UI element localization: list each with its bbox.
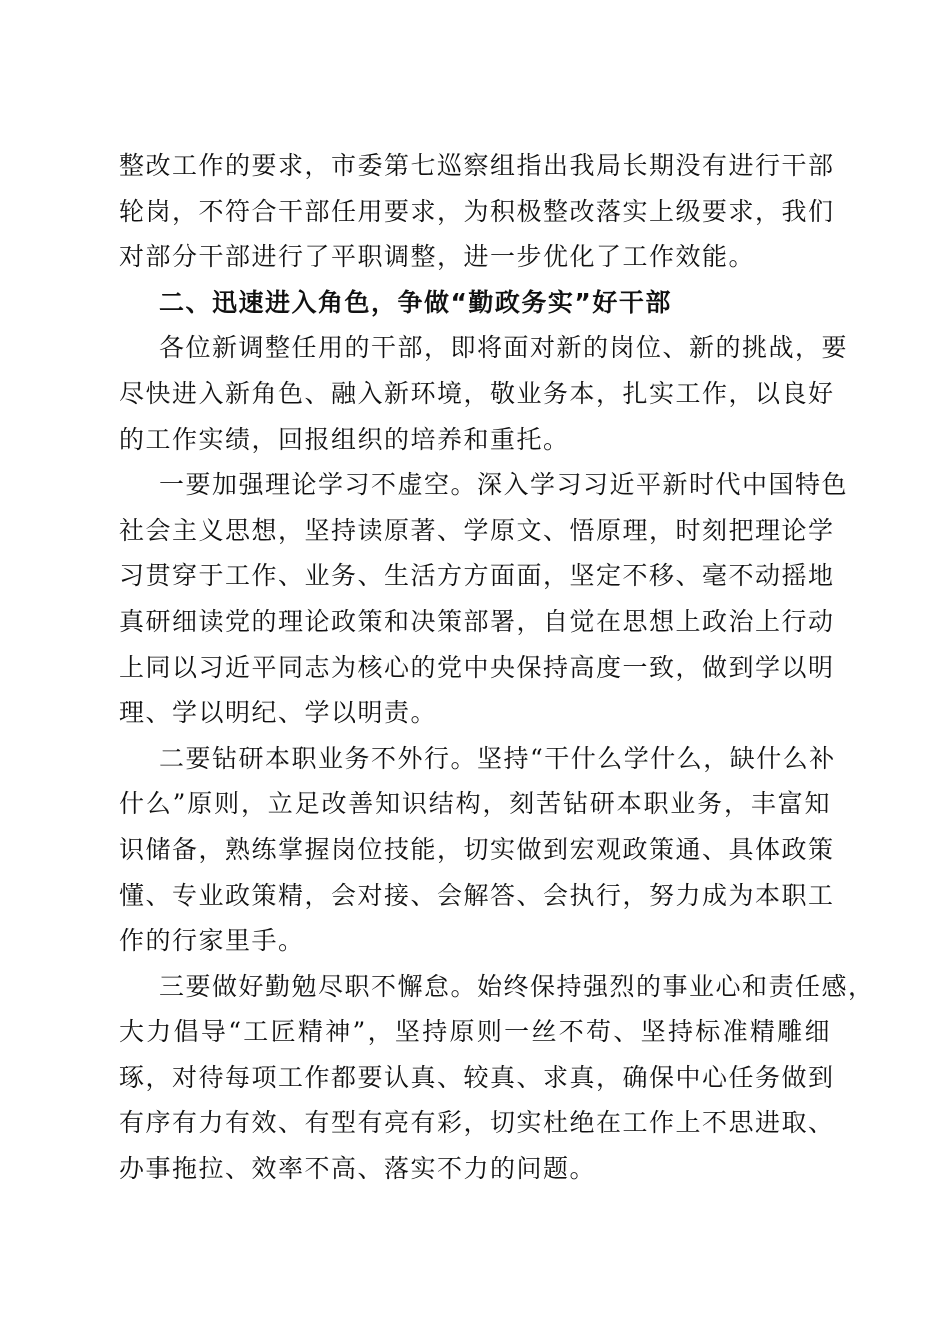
text-line: 上同以习近平同志为核心的党中央保持高度一致，做到学以明 [119, 652, 835, 682]
text-line: 二要钻研本职业务不外行。坚持“干什么学什么，缺什么补 [159, 743, 836, 773]
text-line: 作的行家里手。 [119, 926, 305, 956]
text-line: 琢，对待每项工作都要认真、较真、求真，确保中心任务做到 [119, 1062, 835, 1092]
text-line: 真研细读党的理论政策和决策部署，自觉在思想上政治上行动 [119, 606, 835, 636]
text-line: 大力倡导“工匠精神”，坚持原则一丝不苟、坚持标准精雕细 [119, 1017, 831, 1047]
text-line: 什么”原则，立足改善知识结构，刻苦钻研本职业务，丰富知 [119, 789, 831, 819]
text-line: 理、学以明纪、学以明责。 [119, 698, 438, 728]
text-line: 各位新调整任用的干部，即将面对新的岗位、新的挑战，要 [159, 333, 849, 363]
text-line: 三要做好勤勉尽职不懈怠。始终保持强烈的事业心和责任感， [159, 971, 875, 1001]
text-line: 懂、专业政策精，会对接、会解答、会执行，努力成为本职工 [119, 880, 835, 910]
text-line: 的工作实绩，回报组织的培养和重托。 [119, 424, 570, 454]
text-line: 对部分干部进行了平职调整，进一步优化了工作效能。 [119, 242, 756, 272]
text-line: 一要加强理论学习不虚空。深入学习习近平新时代中国特色 [159, 470, 849, 500]
text-line: 识储备，熟练掌握岗位技能，切实做到宏观政策通、具体政策 [119, 834, 835, 864]
text-line: 尽快进入新角色、融入新环境，敬业务本，扎实工作，以良好 [119, 378, 835, 408]
document-body [119, 143, 875, 1192]
text-line: 轮岗，不符合干部任用要求，为积极整改落实上级要求，我们 [119, 196, 835, 226]
text-line: 整改工作的要求，市委第七巡察组指出我局长期没有进行干部 [119, 151, 835, 180]
section-heading: 二、迅速进入角色，争做“勤政务实”好干部 [159, 287, 672, 317]
text-line: 办事拖拉、效率不高、落实不力的问题。 [119, 1154, 597, 1184]
text-line: 习贯穿于工作、业务、生活方方面面，坚定不移、毫不动摇地 [119, 561, 835, 591]
text-line: 有序有力有效、有型有亮有彩，切实杜绝在工作上不思进取、 [119, 1108, 835, 1138]
text-line: 社会主义思想，坚持读原著、学原文、悟原理，时刻把理论学 [119, 515, 835, 545]
